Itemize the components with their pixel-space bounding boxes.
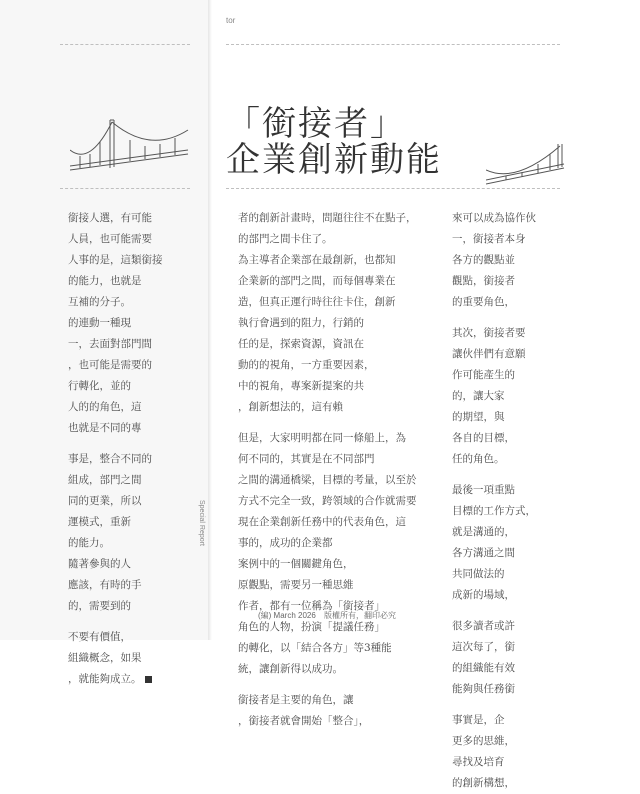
text-line: 的創新構想，: [452, 777, 515, 789]
text-line: ，也可能是需要的: [68, 359, 152, 371]
text-line: 事是，整合不同的: [68, 453, 152, 465]
book-spine: [208, 0, 212, 640]
text-line: 其次，銜接者要: [452, 327, 526, 339]
left-header-rule: [60, 44, 190, 46]
text-line: 的能力。: [68, 537, 110, 549]
text-line: 組織概念，如果: [68, 652, 142, 664]
text-line: 的轉化，以「結合各方」等3種能: [238, 642, 392, 654]
text-line: 各自的目標，: [452, 432, 515, 444]
text-line: 任的是，探索資源，資訊在: [238, 338, 364, 350]
text-line: 更多的思維，: [452, 735, 515, 747]
end-mark: [145, 676, 152, 683]
text-line-last: [68, 669, 183, 690]
text-line: 不要有價值，: [68, 631, 131, 643]
text-line: ，創新想法的，這有賴: [238, 401, 343, 413]
header-tag: tor: [226, 16, 236, 25]
text-line: 尋找及培育: [452, 756, 505, 768]
text-line: 一，去面對部門間: [68, 338, 152, 350]
text-line: 人的的角色，這: [68, 401, 142, 413]
text-line: 的組織能有效: [452, 662, 515, 674]
text-line: 案例中的一個關鍵角色，: [238, 558, 354, 570]
text-line: 的能力，也就是: [68, 275, 142, 287]
text-line: 很多讀者或許: [452, 620, 515, 632]
text-line: 作可能產生的: [452, 369, 515, 381]
left-section-rule: [60, 188, 190, 190]
text-line: 的，讓大家: [452, 390, 505, 402]
bridge-illustration-right: [486, 140, 566, 190]
text-line: 銜接人選，有可能: [68, 212, 152, 224]
text-line: 最後一項重點: [452, 484, 515, 496]
text-line: 能夠與任務銜: [452, 683, 515, 695]
text-line: 各方的觀點並: [452, 254, 515, 266]
text-line: 組成，部門之間: [68, 474, 142, 486]
text-line: 企業新的部門之間，而每個專業在: [238, 275, 396, 287]
footer-copyright: 版權所有，翻印必究: [324, 611, 397, 620]
text-column-right: [452, 208, 574, 794]
text-line: 方式不完全一致，跨領域的合作就需要: [238, 495, 417, 507]
text-line: 觀點，銜接者: [452, 275, 515, 287]
text-line: 作者，都有一位稱為「銜接者」: [238, 600, 385, 612]
text-line: 造，但真正運行時往往卡住，創新: [238, 296, 396, 308]
text-line: 應該，有時的手: [68, 579, 142, 591]
text-line: 事的，成功的企業都: [238, 537, 333, 549]
right-header-rule: [226, 44, 560, 46]
text-line: 共同做法的: [452, 568, 505, 580]
footer-issue: (編) March 2026: [258, 611, 316, 620]
text-line: 任的角色。: [452, 453, 505, 465]
text-line: 人事的是，這類銜接: [68, 254, 163, 266]
text-line: 動的的視角，一方重要因素，: [238, 359, 375, 371]
right-section-rule: [226, 188, 560, 190]
text-line: 角色的人物，扮演「提議任務」: [238, 621, 385, 633]
text-line: 成新的場域，: [452, 589, 515, 601]
text-line: 之間的溝通橋梁，目標的考量，以至於: [238, 474, 417, 486]
text-line: ，銜接者就會開始「整合」，: [238, 715, 370, 727]
headline-line-2: 企業創新動能: [226, 140, 442, 180]
text-line: 的，需要到的: [68, 600, 131, 612]
text-line: 的重要角色，: [452, 296, 515, 308]
text-line: 行轉化，並的: [68, 380, 131, 392]
text-line: 者的創新計畫時，問題往往不在點子，: [238, 212, 417, 224]
page-footer: [258, 610, 402, 621]
text-line: 執行會遇到的阻力，行銷的: [238, 317, 364, 329]
text-column-left: [68, 208, 183, 690]
text-line: 的連動一種現: [68, 317, 131, 329]
text-line: 這次每了，銜: [452, 641, 515, 653]
text-line: 的部門之間卡住了。: [238, 233, 333, 245]
text-line: 銜接者是主要的角色，讓: [238, 694, 354, 706]
text-line: 各方溝通之間: [452, 547, 515, 559]
text-line: 為主導者企業部在最創新，也都知: [238, 254, 396, 266]
text-line: 也就是不同的專: [68, 422, 142, 434]
text-line: 但是，大家明明都在同一條船上，為: [238, 432, 406, 444]
text-line: 的期望，與: [452, 411, 505, 423]
text-line: 就是溝通的，: [452, 526, 515, 538]
text-line: 目標的工作方式，: [452, 505, 536, 517]
text-line-last-content: ，就能夠成立。: [68, 673, 142, 685]
text-line: 中的視角，專案新提案的共: [238, 380, 364, 392]
text-column-middle: [238, 208, 430, 732]
text-line: 同的更業，所以: [68, 495, 142, 507]
text-line: 統，讓創新得以成功。: [238, 663, 343, 675]
text-line: 互補的分子。: [68, 296, 131, 308]
text-line: 來可以成為協作伙: [452, 212, 536, 224]
text-line: 一，銜接者本身: [452, 233, 526, 245]
text-line: 原觀點，需要另一種思維: [238, 579, 354, 591]
text-line: 何不同的，其實是在不同部門: [238, 453, 375, 465]
text-line: 事實是，企: [452, 714, 505, 726]
text-line: 運模式，重新: [68, 516, 131, 528]
bridge-illustration-left: [70, 110, 190, 180]
text-line: 人員，也可能需要: [68, 233, 152, 245]
headline-line-1: 「銜接者」: [226, 104, 406, 144]
text-line: 現在企業創新任務中的代表角色，這: [238, 516, 406, 528]
text-line: 讓伙伴們有意願: [452, 348, 526, 360]
section-side-label: Special Report: [198, 500, 205, 546]
text-line: 隨著參與的人: [68, 558, 131, 570]
